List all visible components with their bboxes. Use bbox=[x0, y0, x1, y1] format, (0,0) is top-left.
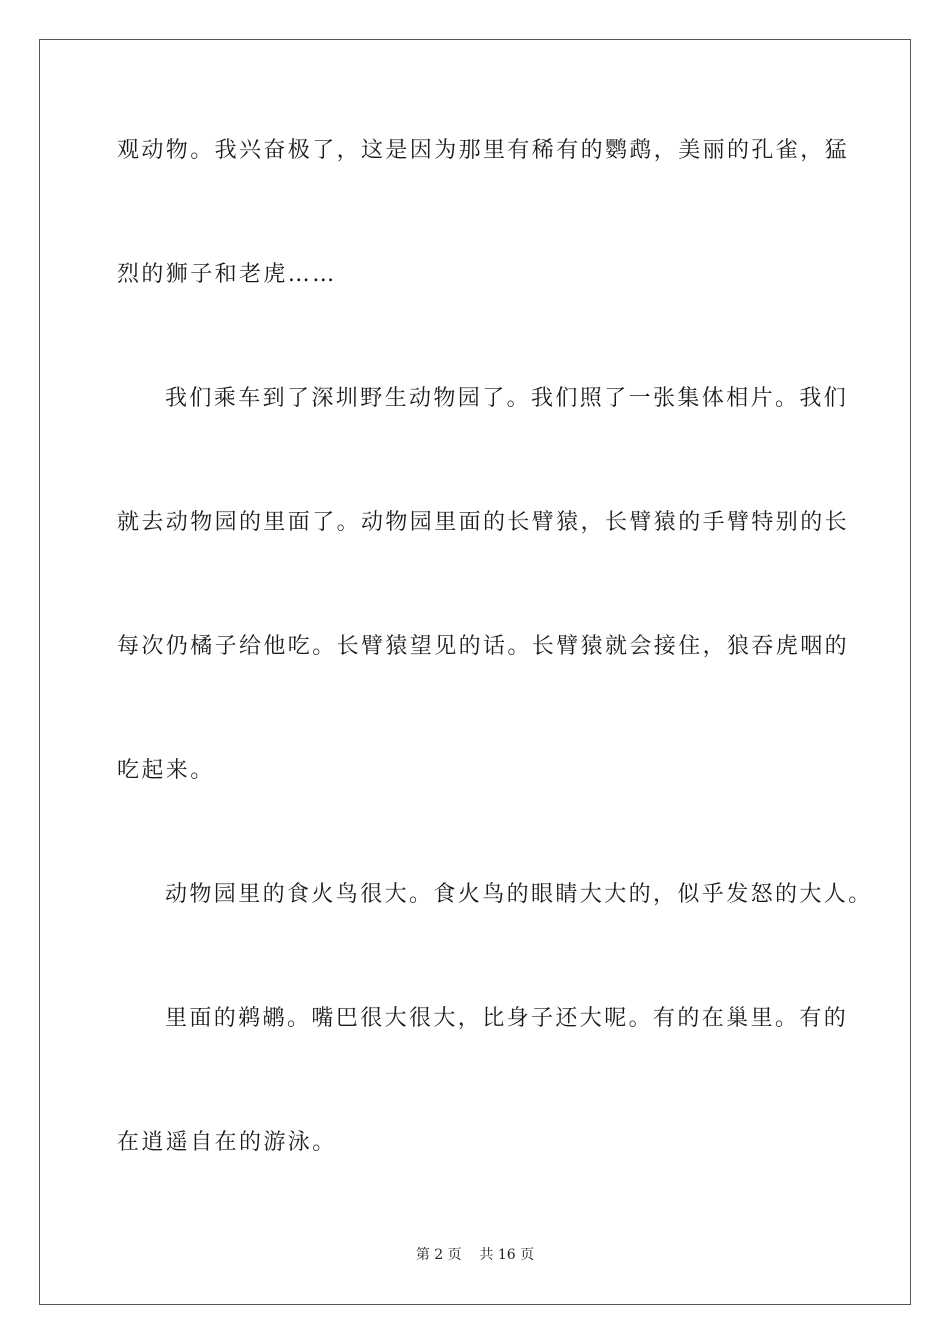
paragraph-start: 里面的鹈鹕。嘴巴很大很大，比身子还大呢。有的在巢里。有的 bbox=[165, 1006, 849, 1031]
text-line: 观动物。我兴奋极了，这是因为那里有稀有的鹦鹉，美丽的孔雀，猛 bbox=[117, 138, 850, 163]
page-number: 第 2 页 共 16 页 bbox=[415, 1247, 535, 1263]
page-border bbox=[39, 39, 911, 1305]
text-line: 就去动物园的里面了。动物园里面的长臂猿，长臂猿的手臂特别的长 bbox=[117, 510, 850, 535]
paragraph-start: 我们乘车到了深圳野生动物园了。我们照了一张集体相片。我们 bbox=[165, 386, 849, 411]
text-line: 每次仍橘子给他吃。长臂猿望见的话。长臂猿就会接住，狼吞虎咽的 bbox=[117, 634, 850, 659]
text-line: 在逍遥自在的游泳。 bbox=[117, 1130, 337, 1155]
text-line: 吃起来。 bbox=[117, 758, 215, 783]
text-line: 烈的狮子和老虎…… bbox=[117, 262, 337, 287]
paragraph-start: 动物园里的食火鸟很大。食火鸟的眼睛大大的，似乎发怒的大人。 bbox=[165, 882, 873, 907]
